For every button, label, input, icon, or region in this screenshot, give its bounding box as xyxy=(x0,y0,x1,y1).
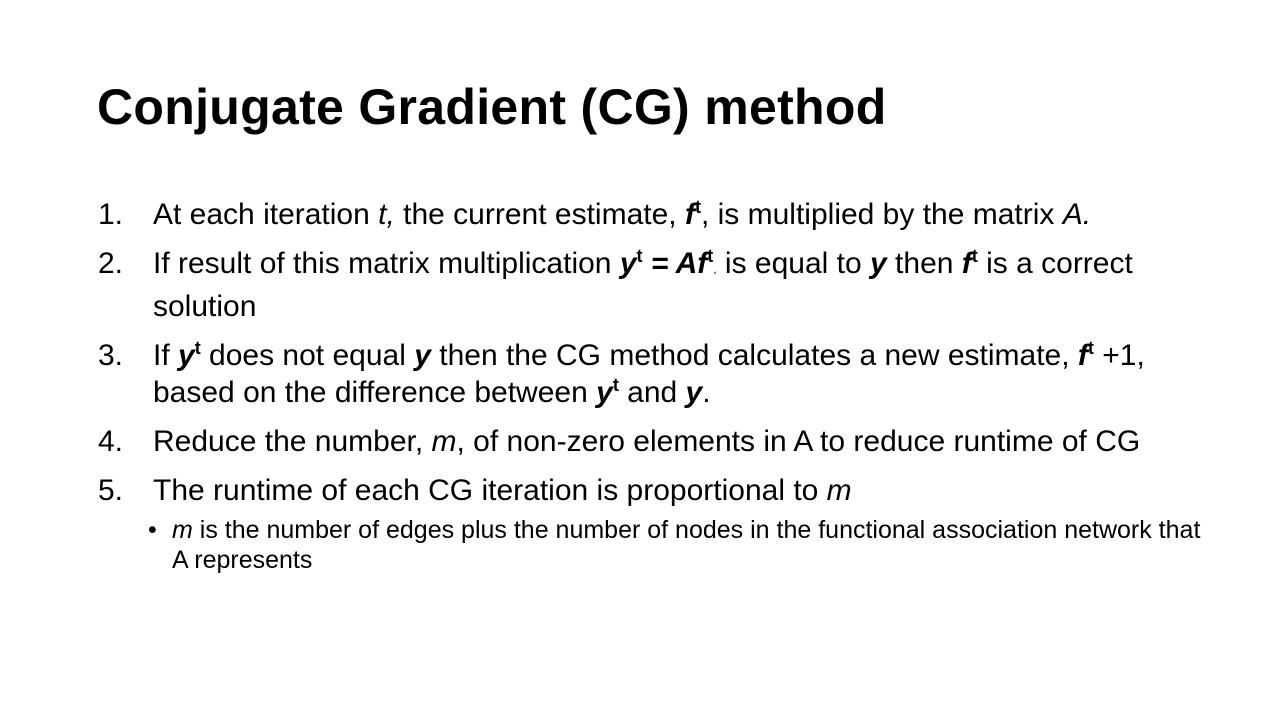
item-math: y xyxy=(414,339,431,372)
list-item-1 xyxy=(98,196,1218,233)
item-number: 1. xyxy=(98,198,124,231)
item-text: . xyxy=(702,376,711,409)
item-math: y xyxy=(870,247,887,280)
slide-title: Conjugate Gradient (CG) method xyxy=(97,79,887,135)
item-math: f xyxy=(1077,339,1088,372)
item-text-italic: m xyxy=(172,516,193,544)
item-text: the current estimate, xyxy=(394,198,685,231)
item-text: then xyxy=(886,247,962,280)
item-number: 3. xyxy=(98,339,124,372)
item-superscript: t xyxy=(636,246,643,266)
item-superscript: t xyxy=(971,246,978,266)
item-math: f xyxy=(684,198,695,231)
item-text: , of non-zero elements in A to reduce runtime of CG xyxy=(456,425,1141,458)
bullet-icon: • xyxy=(148,516,157,544)
item-text: is the number of edges plus the number of nodes in the functional association network that A represents xyxy=(172,516,1201,574)
item-math: y xyxy=(685,376,703,409)
item-text: , xyxy=(713,262,717,276)
item-text: is a correct solution xyxy=(153,247,1133,323)
item-number: 2. xyxy=(98,247,124,280)
item-text: then the CG method calculates a new estimate, xyxy=(430,339,1078,372)
item-text: At each iteration xyxy=(153,198,379,231)
item-superscript: t xyxy=(707,246,714,266)
item-text: If result of this matrix multiplication xyxy=(153,247,620,280)
item-superscript: t xyxy=(694,197,701,217)
item-math: = Af xyxy=(642,247,708,280)
item-superscript: t xyxy=(612,375,619,395)
numbered-list xyxy=(98,196,1218,575)
item-text-italic: t, xyxy=(378,198,395,231)
item-text-italic: A. xyxy=(1062,198,1092,231)
item-number: 5. xyxy=(98,474,124,507)
sub-bullet-item xyxy=(148,515,1218,575)
item-math: y xyxy=(178,339,195,372)
item-text: Reduce the number, xyxy=(153,425,432,458)
list-item-5 xyxy=(98,472,1218,509)
item-text: +1, based on the difference between xyxy=(153,339,1145,409)
item-superscript: t xyxy=(1087,338,1094,358)
list-item-2 xyxy=(98,245,1218,325)
item-text: and xyxy=(618,376,686,409)
item-text: If xyxy=(153,339,179,372)
item-text-italic: m xyxy=(431,425,457,458)
item-math: f xyxy=(961,247,972,280)
item-text-italic: m xyxy=(826,474,852,507)
item-text: is equal to xyxy=(716,247,871,280)
item-math: y xyxy=(619,247,637,280)
item-text: The runtime of each CG iteration is proportional to xyxy=(153,474,827,507)
item-text: does not equal xyxy=(200,339,415,372)
list-item-3 xyxy=(98,337,1218,411)
item-text: , is multiplied by the matrix xyxy=(700,198,1063,231)
list-item-4 xyxy=(98,423,1218,460)
item-superscript: t xyxy=(194,338,201,358)
item-number: 4. xyxy=(98,425,124,458)
item-math: y xyxy=(596,376,613,409)
